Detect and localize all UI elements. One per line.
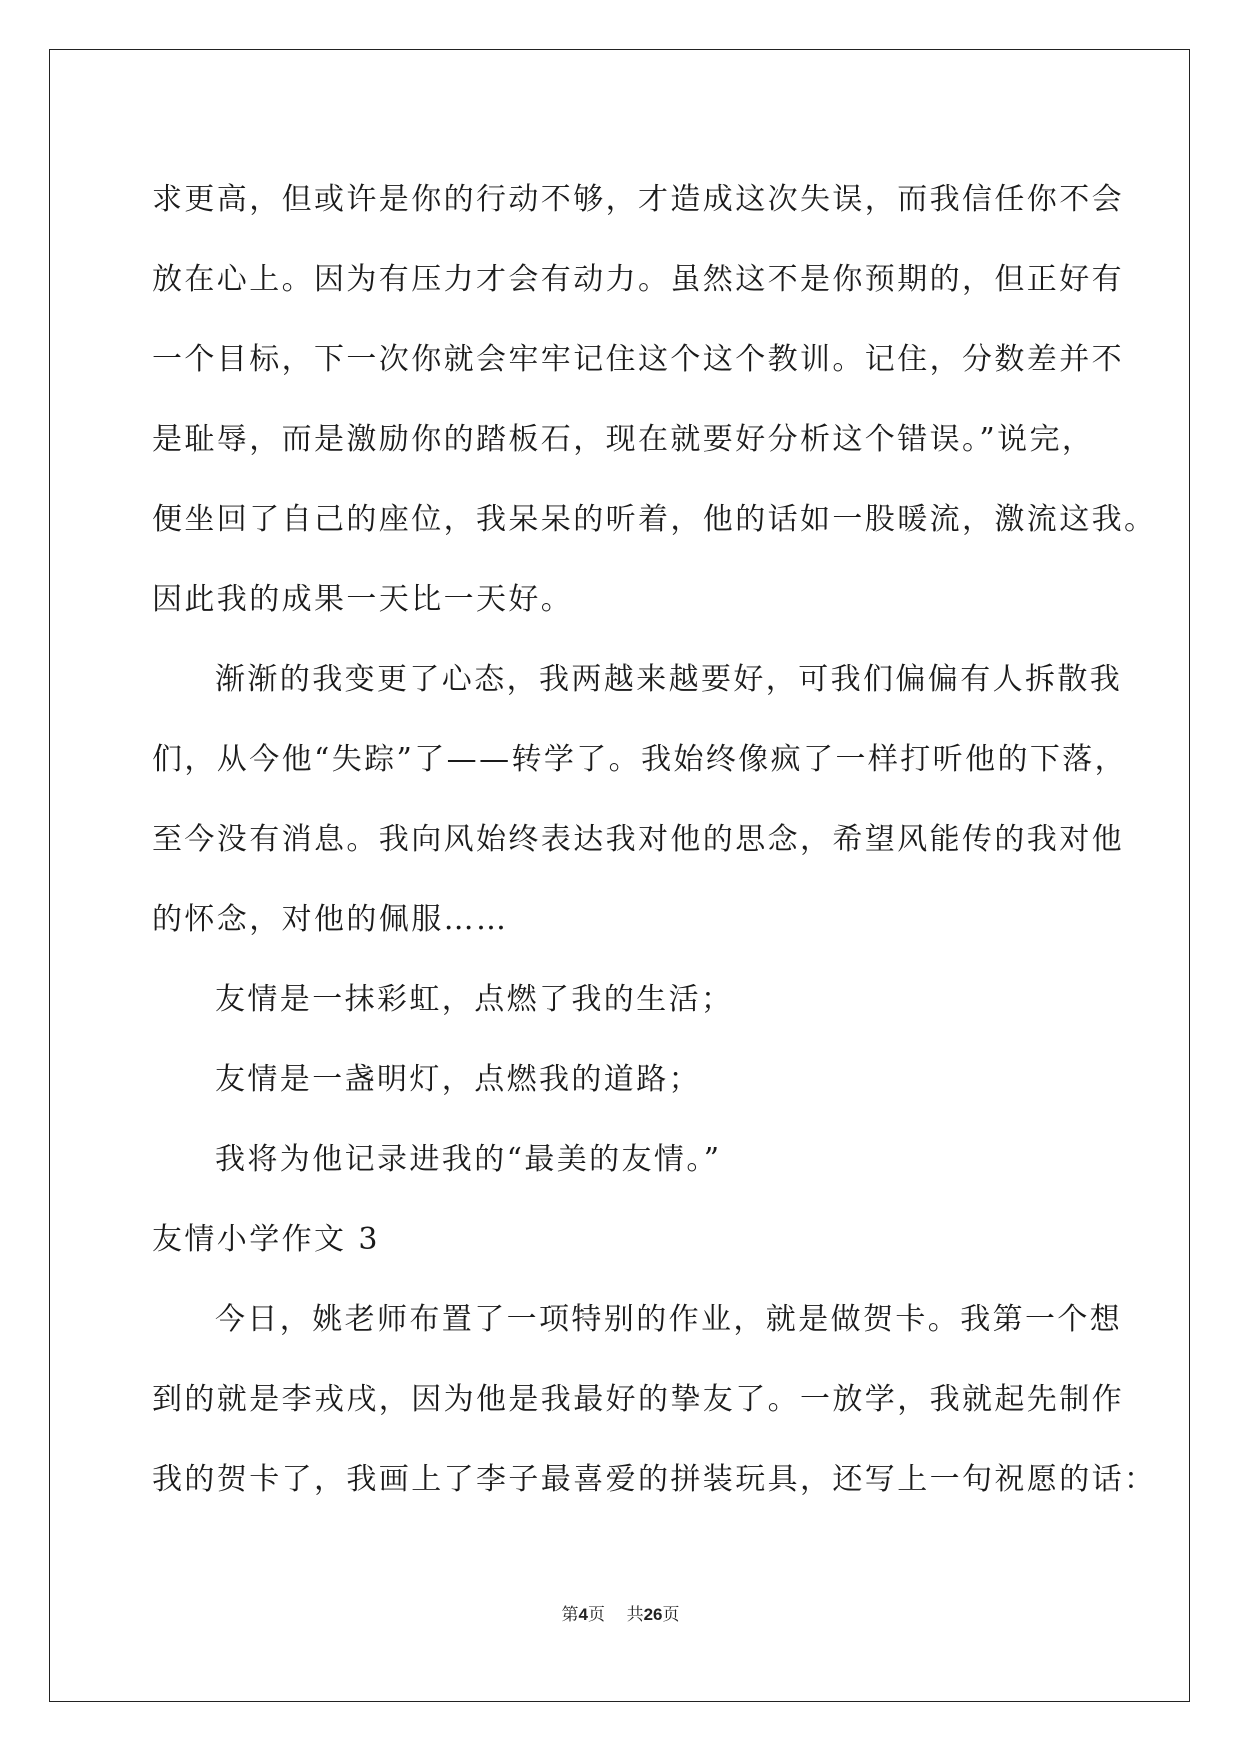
- paragraph-line: 至今没有消息。我向风始终表达我对他的思念，希望风能传的我对他: [152, 822, 1124, 857]
- total-suffix: 页: [662, 1605, 680, 1625]
- page-prefix: 第: [561, 1605, 579, 1625]
- paragraph-line: 我将为他记录进我的“最美的友情。”: [215, 1142, 722, 1177]
- paragraph-line: 的怀念，对他的佩服……: [152, 902, 509, 937]
- total-pages: 26: [643, 1605, 663, 1624]
- paragraph-line: 友情是一抹彩虹，点燃了我的生活；: [215, 982, 734, 1017]
- document-body: [152, 160, 1157, 1520]
- paragraph-line: 求更高，但或许是你的行动不够，才造成这次失误，而我信任你不会: [152, 182, 1124, 217]
- paragraph-line: 放在心上。因为有压力才会有动力。虽然这不是你预期的，但正好有: [152, 262, 1124, 297]
- paragraph-line: 一个目标，下一次你就会牢牢记住这个这个教训。记住，分数差并不: [152, 342, 1124, 377]
- paragraph-line: 渐渐的我变更了心态，我两越来越要好，可我们偏偏有人拆散我: [215, 662, 1123, 697]
- paragraph-line: 是耻辱，而是激励你的踏板石，现在就要好分析这个错误。”说完，: [152, 422, 1095, 457]
- page-number: 4: [578, 1605, 588, 1624]
- page-suffix: 页: [587, 1605, 605, 1625]
- paragraph-line: 便坐回了自己的座位，我呆呆的听着，他的话如一股暖流，激流这我。: [152, 502, 1157, 537]
- paragraph-line: 今日，姚老师布置了一项特别的作业，就是做贺卡。我第一个想: [215, 1302, 1123, 1337]
- paragraph-line: 友情是一盏明灯，点燃我的道路；: [215, 1062, 701, 1097]
- total-prefix: 共: [626, 1605, 644, 1625]
- paragraph-line: 到的就是李戎戌，因为他是我最好的挚友了。一放学，我就起先制作: [152, 1382, 1124, 1417]
- paragraph-line: 我的贺卡了，我画上了李子最喜爱的拼装玩具，还写上一句祝愿的话：: [152, 1462, 1157, 1497]
- section-heading: 友情小学作文 3: [152, 1222, 380, 1257]
- paragraph-line: 因此我的成果一天比一天好。: [152, 582, 574, 617]
- paragraph-line: 们，从今他“失踪”了——转学了。我始终像疯了一样打听他的下落，: [152, 742, 1128, 777]
- page-footer: [0, 1600, 1241, 1625]
